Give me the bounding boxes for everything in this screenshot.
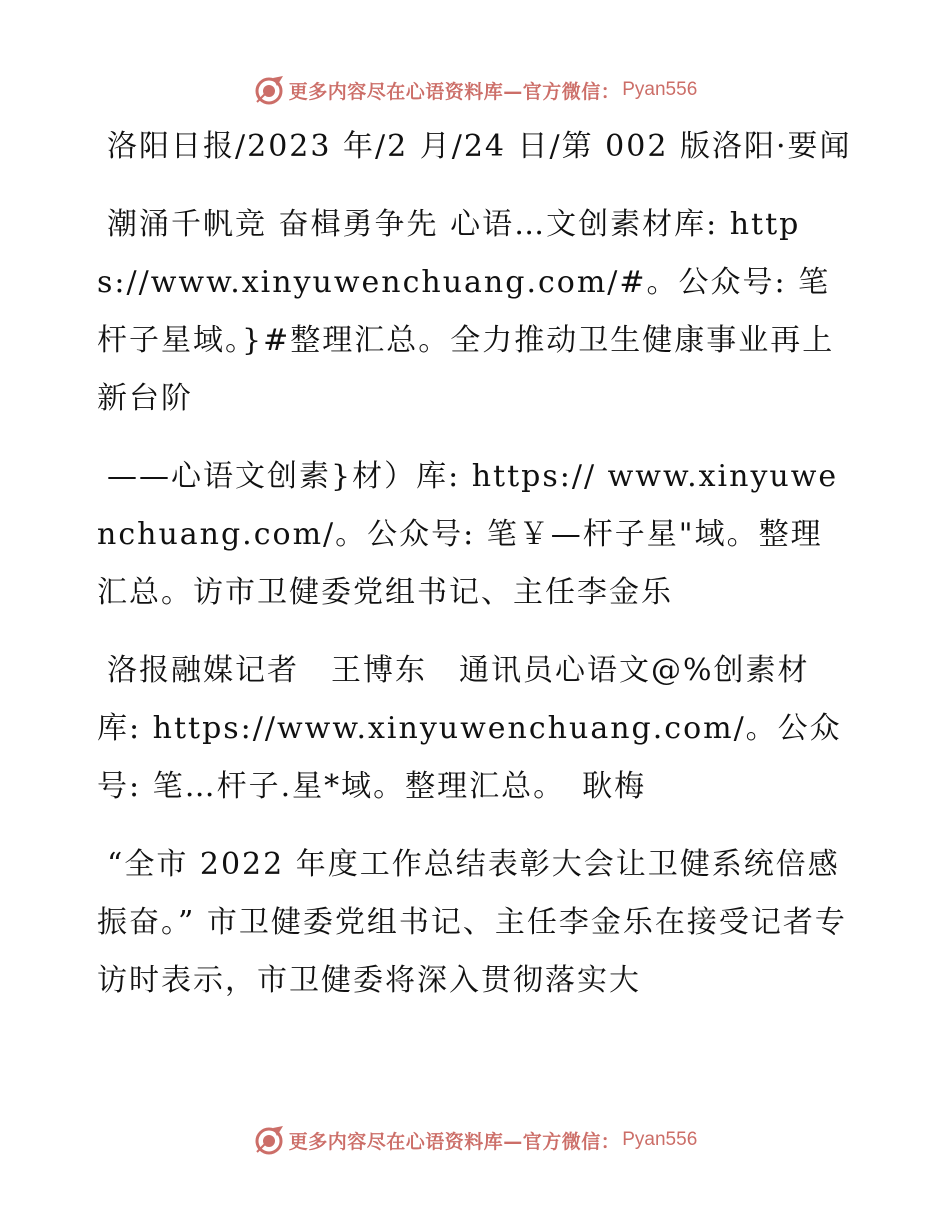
quill-seal-icon xyxy=(253,74,285,106)
watermark-banner-bottom xyxy=(0,1120,950,1160)
article-body xyxy=(97,118,853,1030)
watermark-wechat-id: Pyan556 xyxy=(622,79,698,100)
quill-seal-icon xyxy=(253,1124,285,1156)
body-paragraph: “全市 2022 年度工作总结表彰大会让卫健系统倍感振奋。” 市卫健委党组书记、主任李金乐在接受记者专访时表示，市卫健委将深入贯彻落实大 xyxy=(97,847,847,998)
headline: 潮涌千帆竞 奋楫勇争先 心语…文创素材库: https://www.xinyuwenchuang.com/#。公众号: 笔杆子星域。}#整理汇总。全力推动卫生健康事业再上新台阶 xyxy=(97,207,835,416)
watermark-banner-top xyxy=(0,70,950,110)
watermark-text: 更多内容尽在心语资料库—官方微信： xyxy=(288,80,621,103)
watermark-text: 更多内容尽在心语资料库—官方微信： xyxy=(288,1130,621,1153)
watermark-wechat-id: Pyan556 xyxy=(622,1129,698,1150)
source-line: 洛阳日报/2023 年/2 月/24 日/第 002 版洛阳·要闻 xyxy=(107,129,852,164)
subheadline: ——心语文创素}材）库: https:// www.xinyuwenchuang.com/。公众号: 笔￥—杆子星"域。整理汇总。访市卫健委党组书记、主任李金乐 xyxy=(97,459,839,610)
byline: 洛报融媒记者 王博东 通讯员心语文@%创素材库: https://www.xinyuwenchuang.com/。公众号: 笔…杆子.星*域。整理汇总。 耿梅 xyxy=(97,653,842,804)
